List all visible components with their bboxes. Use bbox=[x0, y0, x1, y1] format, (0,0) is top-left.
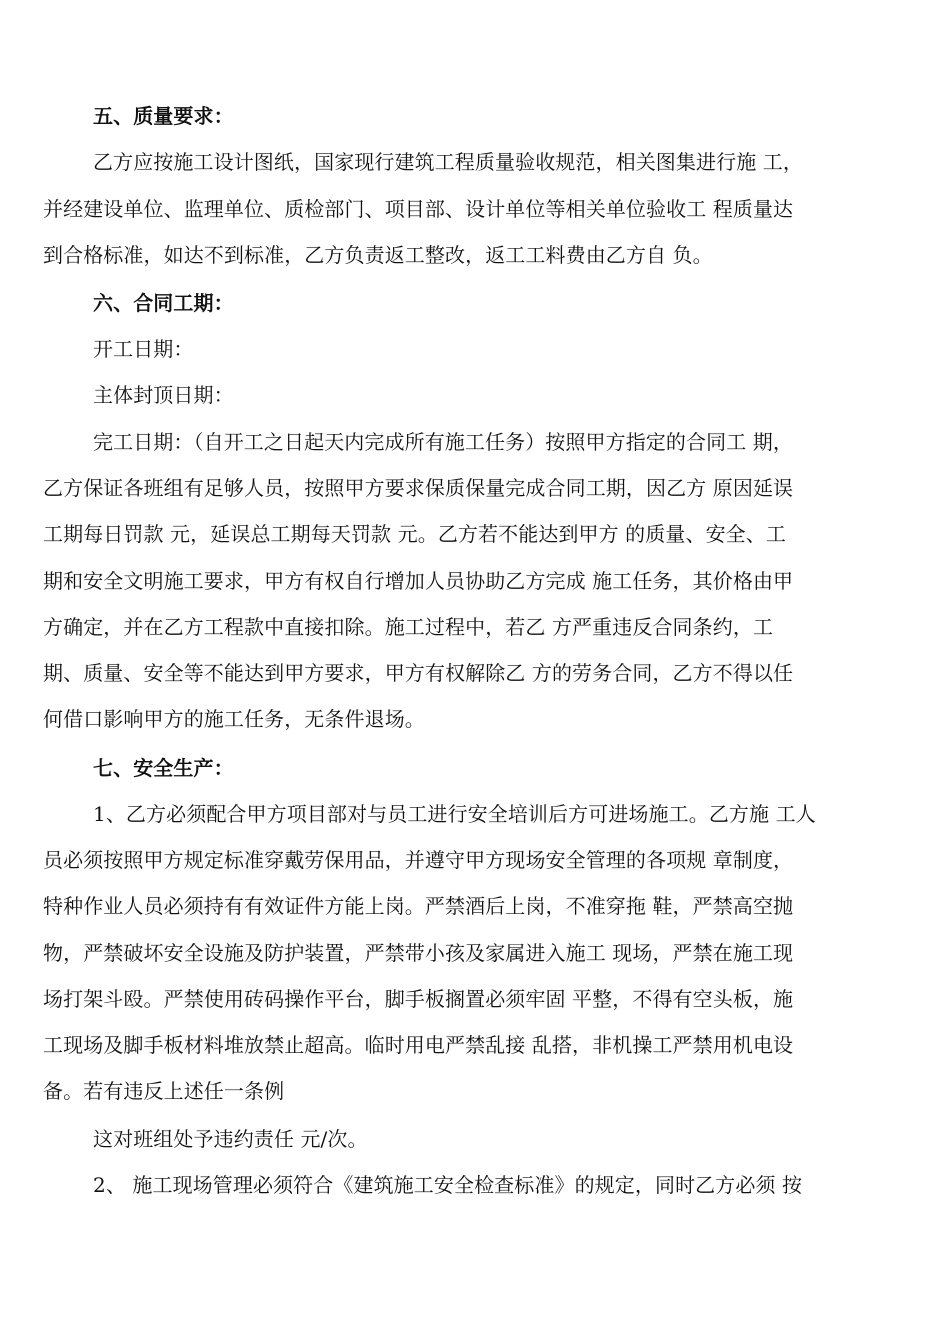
paragraph-line: 并经建设单位、监理单位、质检部门、项目部、设计单位等相关单位验收工 程质量达 bbox=[43, 197, 794, 221]
paragraph-line: 工期每日罚款 元，延误总工期每天罚款 元。乙方若不能达到甲方 的质量、安全、工 bbox=[43, 522, 786, 546]
paragraph-line: 场打架斗殴。严禁使用砖码操作平台，脚手板搁置必须牢固 平整，不得有空头板，施 bbox=[43, 987, 794, 1011]
paragraph-line: 2、 施工现场管理必须符合《建筑施工安全检查标准》的规定，同时乙方必须 按 bbox=[93, 1173, 803, 1197]
paragraph-line: 到合格标准，如达不到标准，乙方负责返工整改，返工工料费由乙方自 负。 bbox=[43, 243, 713, 267]
paragraph-line: 物，严禁破坏安全设施及防护装置，严禁带小孩及家属进入施工 现场，严禁在施工现 bbox=[43, 941, 794, 965]
paragraph-line: 方确定，并在乙方工程款中直接扣除。施工过程中，若乙 方严重违反合同条约，工 bbox=[43, 615, 774, 639]
paragraph-line: 工现场及脚手板材料堆放禁止超高。临时用电严禁乱接 乱搭，非机操工严禁用机电设 bbox=[43, 1033, 794, 1057]
paragraph-line: 何借口影响甲方的施工任务，无条件退场。 bbox=[43, 707, 425, 731]
paragraph-line: 期和安全文明施工要求，甲方有权自行增加人员协助乙方完成 施工任务，其价格由甲 bbox=[43, 569, 794, 593]
paragraph-line: 乙方保证各班组有足够人员，按照甲方要求保质保量完成合同工期，因乙方 原因延误 bbox=[43, 476, 794, 500]
topping-date-line: 主体封顶日期： bbox=[93, 383, 234, 407]
paragraph-line: 备。若有违反上述任一条例 bbox=[43, 1079, 285, 1103]
paragraph-line: 期、质量、安全等不能达到甲方要求，甲方有权解除乙 方的劳务合同，乙方不得以任 bbox=[43, 661, 794, 685]
paragraph-line: 员必须按照甲方规定标准穿戴劳保用品，并遵守甲方现场安全管理的各项规 章制度， bbox=[43, 848, 794, 872]
paragraph-line: 特种作业人员必须持有有效证件方能上岗。严禁酒后上岗，不准穿拖 鞋，严禁高空抛 bbox=[43, 894, 794, 918]
paragraph-line: 这对班组处予违约责任 元/次。 bbox=[93, 1127, 368, 1151]
section-heading-schedule: 六、合同工期： bbox=[93, 291, 234, 315]
completion-date-line: 完工日期：（自开工之日起天内完成所有施工任务）按照甲方指定的合同工 期， bbox=[93, 430, 793, 454]
paragraph-line: 1、乙方必须配合甲方项目部对与员工进行安全培训后方可进场施工。乙方施 工人 bbox=[93, 802, 816, 826]
paragraph-line: 乙方应按施工设计图纸，国家现行建筑工程质量验收规范，相关图集进行施 工， bbox=[93, 150, 803, 174]
section-heading-safety: 七、安全生产： bbox=[93, 756, 234, 780]
section-heading-quality: 五、质量要求： bbox=[93, 104, 234, 128]
start-date-line: 开工日期： bbox=[93, 337, 194, 361]
